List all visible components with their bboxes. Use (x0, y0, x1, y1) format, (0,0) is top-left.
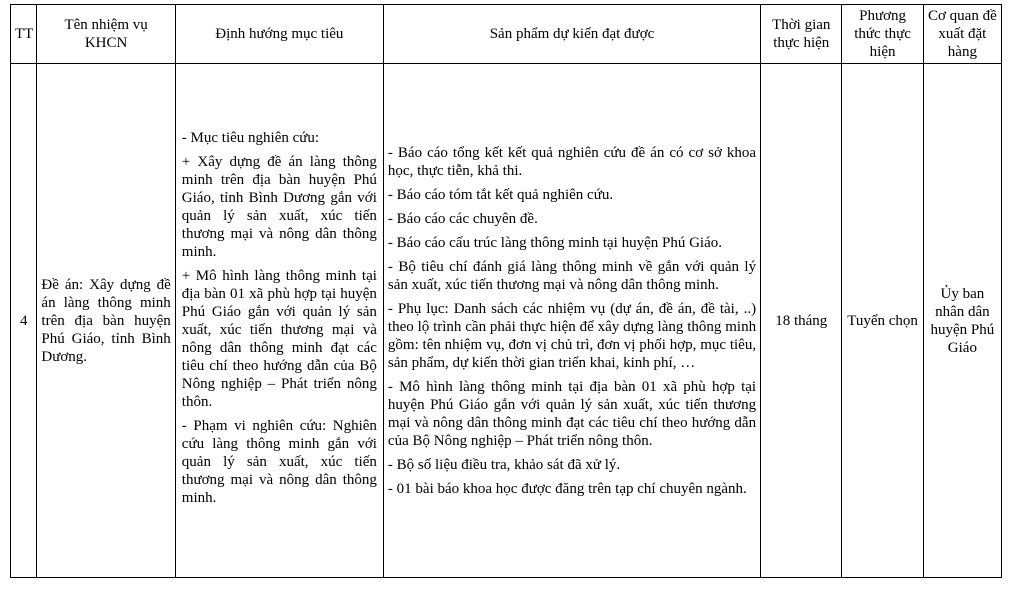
goal-item: - Phạm vi nghiên cứu: Nghiên cứu làng thông minh gắn với quản lý sản xuất, xúc tiến thương mại và nông dân thông minh. (181, 417, 377, 506)
goal-item: + Mô hình làng thông minh tại địa bàn 01 xã phù hợp tại huyện Phú Giáo gắn với quản lý sản xuất, xúc tiến thương mại và nông dân thông minh đạt các tiêu chí theo hướng dẫn của Bộ Nông nghiệp – Phát triển nông thôn. (181, 267, 377, 410)
header-agency: Cơ quan đề xuất đặt hàng (923, 5, 1001, 64)
header-tt: TT (11, 5, 37, 64)
task-table (10, 4, 1002, 578)
goal-list (180, 129, 379, 507)
product-item: - 01 bài báo khoa học được đăng trên tạp chí chuyên ngành. (387, 480, 747, 497)
header-task-name: Tên nhiệm vụ KHCN (37, 5, 175, 64)
header-goal: Định hướng mục tiêu (175, 5, 383, 64)
cell-method: Tuyển chọn (842, 64, 923, 578)
cell-goal (175, 64, 383, 578)
cell-agency: Ủy ban nhân dân huyện Phú Giáo (923, 64, 1001, 578)
header-product: Sản phẩm dự kiến đạt được (383, 5, 760, 64)
cell-task-name: Đề án: Xây dựng đề án làng thông minh trên địa bàn huyện Phú Giáo, tỉnh Bình Dương. (37, 64, 175, 578)
product-item: - Bộ tiêu chí đánh giá làng thông minh về gắn với quản lý sản xuất, xúc tiến thương mại và nông dân thông minh. (387, 258, 757, 293)
product-item: - Mô hình làng thông minh tại địa bàn 01 xã phù hợp tại huyện Phú Giáo gắn với quản lý sản xuất, xúc tiến thương mại và nông dân thông minh đạt các tiêu chí theo hướng dẫn của Bộ Nông nghiệp – Phát triển nông thôn. (387, 378, 757, 449)
product-item: - Báo cáo tóm tắt kết quả nghiên cứu. (387, 186, 614, 203)
product-item: - Báo cáo cấu trúc làng thông minh tại huyện Phú Giáo. (387, 234, 723, 251)
header-time: Thời gian thực hiện (761, 5, 842, 64)
goal-item: - Mục tiêu nghiên cứu: (181, 129, 320, 146)
product-item: - Báo cáo tổng kết kết quả nghiên cứu đề án có cơ sở khoa học, thực tiễn, khả thi. (387, 144, 757, 179)
product-item: - Báo cáo các chuyên đề. (387, 210, 538, 227)
cell-tt: 4 (11, 64, 37, 578)
product-list (388, 144, 756, 498)
header-method: Phương thức thực hiện (842, 5, 923, 64)
cell-product (383, 64, 760, 578)
product-item: - Bộ số liệu điều tra, khảo sát đã xử lý. (387, 456, 621, 473)
table-row (11, 64, 1002, 578)
cell-time: 18 tháng (761, 64, 842, 578)
header-row (11, 5, 1002, 64)
goal-item: + Xây dựng đề án làng thông minh trên địa bàn huyện Phú Giáo, tỉnh Bình Dương gắn với quản lý sản xuất, xúc tiến thương mại và nông dân thông minh. (181, 153, 377, 260)
product-item: - Phụ lục: Danh sách các nhiệm vụ (dự án, đề án, đề tài, ..) theo lộ trình cần phải thực hiện để xây dựng làng thông minh gồm: tên nhiệm vụ, đơn vị chủ trì, đơn vị phối hợp, mục tiêu, sản phẩm, dự kiến thời gian triển khai, kinh phí, … (387, 300, 757, 371)
